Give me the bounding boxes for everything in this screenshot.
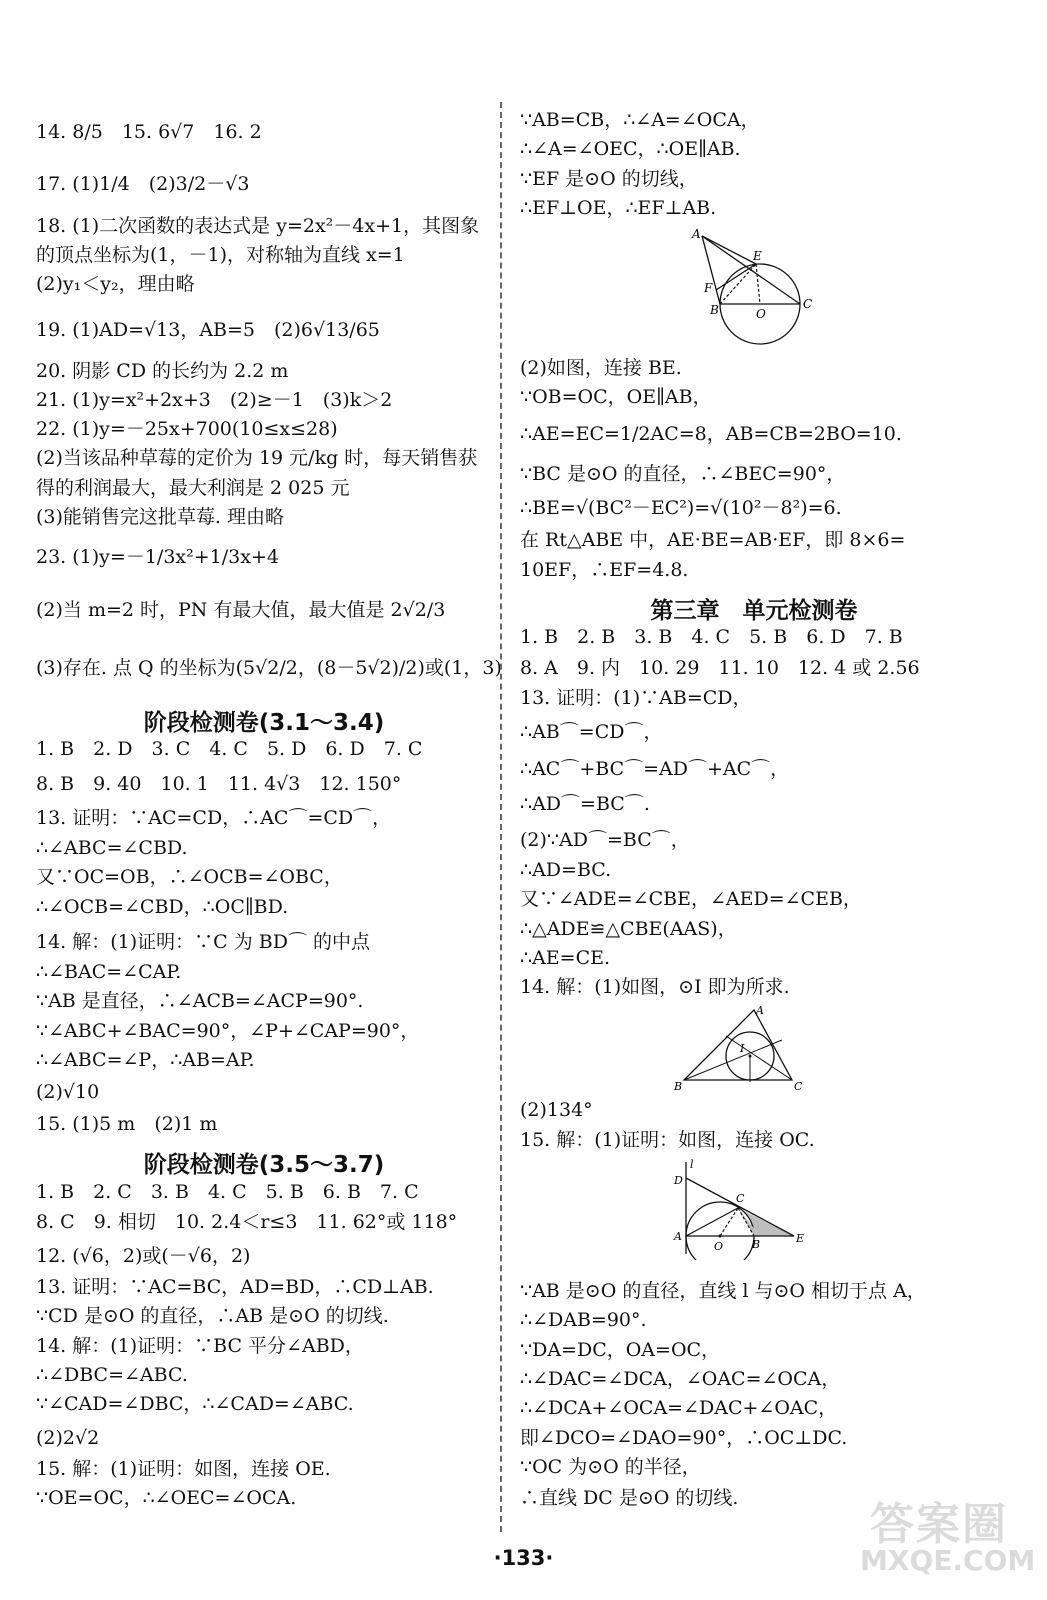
answer-line: (3)能销售完这批草莓. 理由略 (36, 506, 284, 528)
fig3-label: B (752, 1238, 761, 1251)
answer-line: 17. (1)1/4 (2)3/2－√3 (36, 173, 250, 195)
answer-line: 得的利润最大，最大利润是 2 025 元 (36, 477, 350, 499)
fig3-label: A (674, 1230, 682, 1243)
column-divider (500, 102, 502, 1532)
answer-line: 12. (√6，2)或(－√6，2) (36, 1245, 251, 1267)
answer-line: ∴∠ABC=∠P，∴AB=AP. (36, 1049, 255, 1071)
fig2-label: C (794, 1080, 803, 1093)
circle-tangent-figure-2 (668, 1156, 808, 1260)
answer-line: ∴BE=√(BC²－EC²)=√(10²－8²)=6. (520, 497, 842, 519)
answer-line: 14. 解：(1)如图，⊙I 即为所求. (520, 976, 790, 998)
fig1-label: O (756, 307, 766, 321)
fig1-label: A (692, 227, 701, 241)
section-title: 阶段检测卷(3.5～3.7) (143, 1152, 385, 1178)
answer-line: 21. (1)y=x²+2x+3 (2)≥－1 (3)k＞2 (36, 389, 393, 411)
answer-line: ∵∠ABC+∠BAC=90°，∠P+∠CAP=90°， (36, 1020, 420, 1042)
answer-line: 8. B 9. 40 10. 1 11. 4√3 12. 150° (36, 773, 402, 795)
page-number: ·133· (493, 1546, 554, 1570)
answer-line: ∵∠CAD=∠DBC，∴∠CAD=∠ABC. (36, 1393, 354, 1415)
answer-line: 又∵∠ADE=∠CBE，∠AED=∠CEB， (520, 888, 862, 910)
answer-line: 22. (1)y=－25x+700(10≤x≤28) (36, 418, 338, 440)
fig3-label: D (674, 1174, 683, 1187)
answer-line: 15. 解：(1)证明：如图，连接 OC. (520, 1129, 815, 1151)
circle-tangent-figure-1 (690, 226, 840, 350)
fig2-label: B (674, 1080, 683, 1093)
answer-line: ∵OC 为⊙O 的半径， (520, 1456, 701, 1478)
answer-line: 1. B 2. C 3. B 4. C 5. B 6. B 7. C (36, 1181, 419, 1203)
answer-line: ∴△ADE≌△CBE(AAS)， (520, 918, 737, 940)
answer-line: 即∠DCO=∠DAO=90°，∴OC⊥DC. (520, 1427, 848, 1449)
fig3-label: l (690, 1158, 694, 1171)
fig2-label: I (740, 1042, 745, 1055)
section-title: 第三章 单元检测卷 (650, 598, 858, 624)
answer-line: ∴∠DCA+∠OCA=∠DAC+∠OAC， (520, 1397, 838, 1419)
answer-line: 10EF，∴EF=4.8. (520, 559, 689, 581)
answer-line: ∵CD 是⊙O 的直径，∴AB 是⊙O 的切线. (36, 1305, 389, 1327)
answer-line: (2)2√2 (36, 1427, 100, 1449)
answer-line: (2)当该品种草莓的定价为 19 元/kg 时，每天销售获 (36, 447, 478, 469)
answer-line: 14. 8/5 15. 6√7 16. 2 (36, 121, 262, 143)
answer-line: ∵OE=OC，∴∠OEC=∠OCA. (36, 1487, 297, 1509)
answer-line: ∵EF 是⊙O 的切线， (520, 168, 698, 190)
answer-line: ∴AD⌒=BC⌒. (520, 793, 650, 815)
answer-line: 18. (1)二次函数的表达式是 y=2x²－4x+1，其图象 (36, 215, 480, 237)
answer-line: 13. 证明：∵AC=BC，AD=BD，∴CD⊥AB. (36, 1276, 434, 1298)
answer-line: 1. B 2. D 3. C 4. C 5. D 6. D 7. C (36, 738, 423, 760)
answer-line: ∴EF⊥OE，∴EF⊥AB. (520, 197, 717, 219)
answer-line: (2)如图，连接 BE. (520, 357, 682, 379)
answer-line: 20. 阴影 CD 的长约为 2.2 m (36, 360, 289, 382)
answer-line: ∴AD=BC. (520, 859, 612, 881)
answer-line: ∵AB 是⊙O 的直径，直线 l 与⊙O 相切于点 A， (520, 1280, 926, 1302)
fig3-label: E (796, 1232, 805, 1245)
answer-line: ∵BC 是⊙O 的直径，∴∠BEC=90°， (520, 463, 846, 485)
answer-line: ∵OB=OC，OE∥AB， (520, 386, 712, 408)
answer-line: ∴AE=CE. (520, 947, 611, 969)
answer-line: 14. 解：(1)证明：∵C 为 BD⌒ 的中点 (36, 931, 371, 953)
answer-line: (3)存在. 点 Q 的坐标为(5√2/2，(8－5√2)/2)或(1，3) (36, 657, 502, 679)
watermark-text: 答案圈 (870, 1499, 1008, 1550)
answer-line: 8. C 9. 相切 10. 2.4＜r≤3 11. 62°或 118° (36, 1211, 458, 1233)
answer-line: 15. 解：(1)证明：如图，连接 OE. (36, 1458, 331, 1480)
answer-line: ∴∠DAB=90°. (520, 1309, 647, 1331)
answer-line: 1. B 2. B 3. B 4. C 5. B 6. D 7. B (520, 626, 903, 648)
incircle-figure (670, 1002, 810, 1094)
answer-line: ∵DA=DC，OA=OC， (520, 1339, 721, 1361)
answer-line: ∵AB 是直径，∴∠ACB=∠ACP=90°. (36, 990, 364, 1012)
answer-line: ∴AB⌒=CD⌒， (520, 721, 663, 743)
answer-line: ∴AE=EC=1/2AC=8，AB=CB=2BO=10. (520, 423, 902, 445)
answer-line: 13. 证明：∵AC=CD，∴AC⌒=CD⌒， (36, 807, 392, 829)
section-title: 阶段检测卷(3.1～3.4) (143, 710, 385, 736)
fig1-label: B (710, 303, 719, 317)
answer-line: ∴AC⌒+BC⌒=AD⌒+AC⌒， (520, 758, 790, 780)
answer-line: 23. (1)y=－1/3x²+1/3x+4 (36, 546, 279, 568)
answer-line: ∴∠ABC=∠CBD. (36, 837, 188, 859)
answer-line: (2)当 m=2 时，PN 有最大值，最大值是 2√2/3 (36, 599, 446, 621)
watermark-url: MXQE.COM (860, 1544, 1036, 1577)
answer-line: ∴∠BAC=∠CAP. (36, 961, 182, 983)
fig1-label: E (753, 249, 762, 263)
fig1-label: F (704, 281, 713, 295)
fig3-label: C (736, 1192, 745, 1205)
answer-line: (2)y₁＜y₂，理由略 (36, 273, 195, 295)
answer-line: 的顶点坐标为(1，－1)，对称轴为直线 x=1 (36, 244, 405, 266)
watermark-logo (850, 1488, 1040, 1588)
answer-line: 在 Rt△ABE 中，AE·BE=AB·EF，即 8×6= (520, 529, 906, 551)
answer-line: 14. 解：(1)证明：∵BC 平分∠ABD， (36, 1335, 364, 1357)
answer-line: 13. 证明：(1)∵AB=CD， (520, 687, 752, 709)
answer-line: (2)∵AD⌒=BC⌒， (520, 829, 690, 851)
answer-line: ∴∠DAC=∠DCA，∠OAC=∠OCA， (520, 1368, 841, 1390)
fig1-label: C (803, 297, 813, 311)
answer-line: 又∵OC=OB，∴∠OCB=∠OBC， (36, 866, 343, 888)
answer-line: ∵AB=CB，∴∠A=∠OCA， (520, 109, 760, 131)
answer-line: ∴∠OCB=∠CBD，∴OC∥BD. (36, 896, 289, 918)
fig2-label: A (756, 1004, 764, 1017)
answer-line: (2)134° (520, 1099, 593, 1121)
answer-line: ∴∠A=∠OEC，∴OE∥AB. (520, 138, 741, 160)
answer-line: ∴直线 DC 是⊙O 的切线. (520, 1487, 739, 1509)
answer-line: 15. (1)5 m (2)1 m (36, 1113, 218, 1135)
answer-line: (2)√10 (36, 1081, 100, 1103)
answer-line: 19. (1)AD=√13，AB=5 (2)6√13/65 (36, 319, 380, 341)
fig3-label: O (714, 1240, 724, 1253)
answer-line: ∴∠DBC=∠ABC. (36, 1364, 188, 1386)
answer-line: 8. A 9. 内 10. 29 11. 10 12. 4 或 2.56 (520, 657, 920, 679)
